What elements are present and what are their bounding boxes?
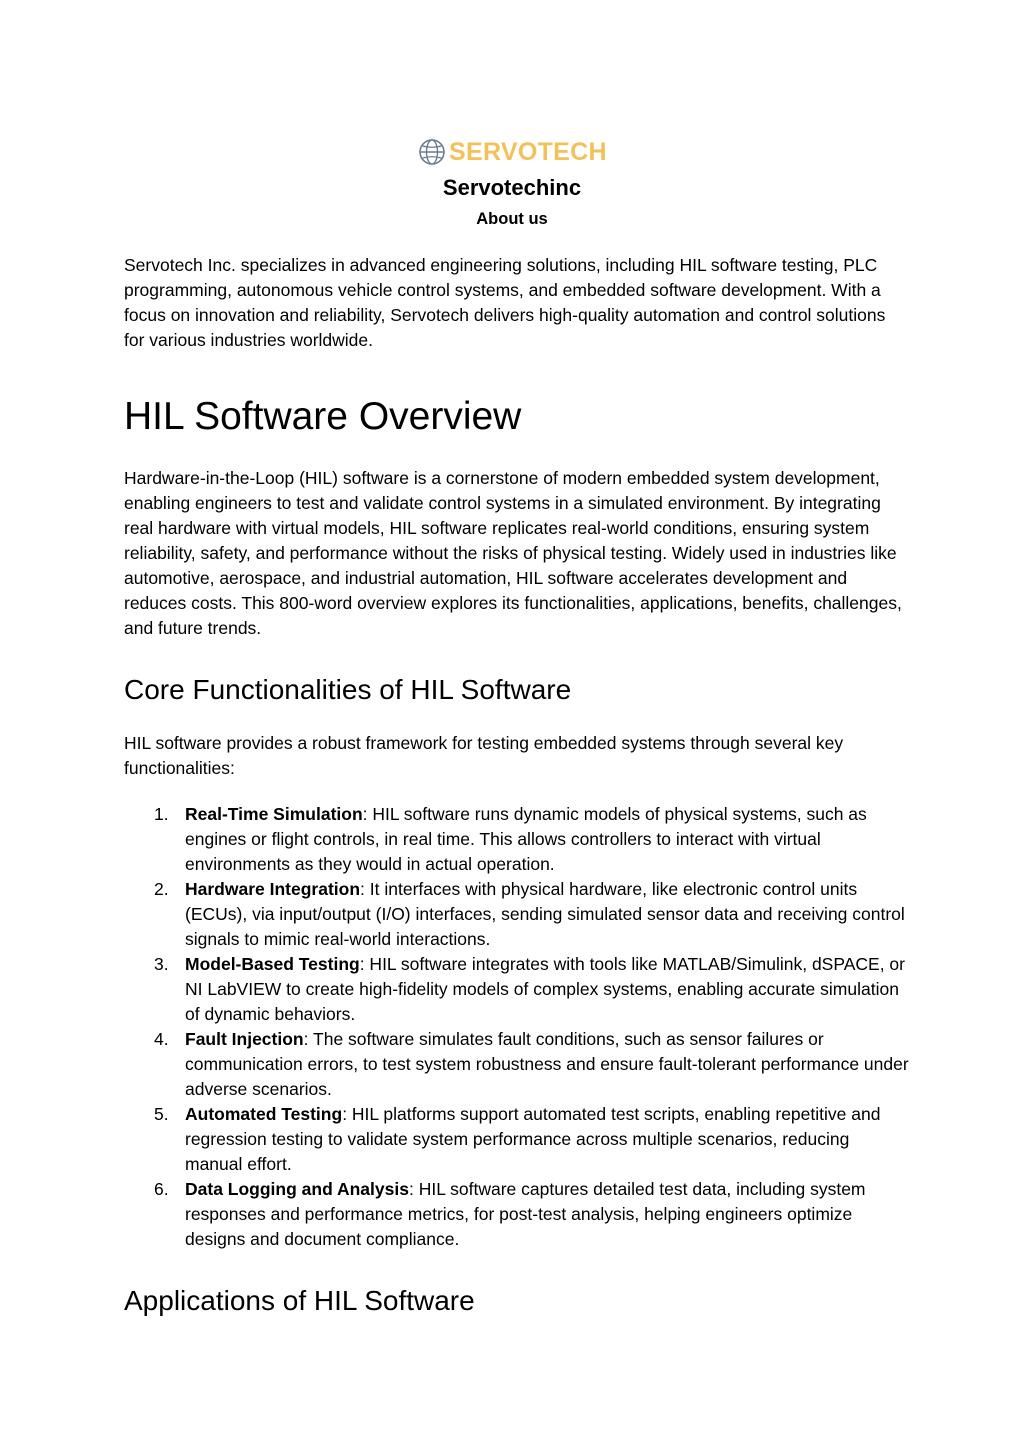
list-item [124,1177,909,1252]
list-item-term: Fault Injection [185,1029,304,1049]
list-item-number: 4. [154,1029,169,1049]
list-item-term: Real-Time Simulation [185,804,363,824]
list-item-text: : HIL software integrates with tools like MATLAB/Simulink, dSPACE, or NI LabVIEW to create high-fidelity models of complex systems, enabling accurate simulation of dynamic behaviors. [185,954,905,1024]
overview-heading: HIL Software Overview [124,395,522,438]
list-item-term: Hardware Integration [185,879,361,899]
list-item [124,802,909,877]
list-item-number: 5. [154,1104,169,1124]
list-item-term: Automated Testing [185,1104,343,1124]
list-item-text: : It interfaces with physical hardware, like electronic control units (ECUs), via input/output (I/O) interfaces, sending simulated sensor data and receiving control signals to mimic real-world interactions. [185,879,905,949]
list-item-number: 1. [154,804,169,824]
list-item-text: : The software simulates fault conditions, such as sensor failures or communication errors, to test system robustness and ensure fault-tolerant performance under adverse scenarios. [185,1029,909,1099]
functionalities-list [124,802,909,1252]
list-item-number: 6. [154,1179,169,1199]
core-functionalities-heading: Core Functionalities of HIL Software [124,674,572,705]
list-item-text: : HIL platforms support automated test scripts, enabling repetitive and regression testing to validate system performance across multiple scenarios, reducing manual effort. [185,1104,881,1174]
core-intro-paragraph: HIL software provides a robust framework for testing embedded systems through several key functionalities: [124,733,844,778]
list-item-text: : HIL software runs dynamic models of physical systems, such as engines or flight controls, in real time. This allows controllers to interact with virtual environments as they would in actual operation. [185,804,867,874]
list-item-number: 3. [154,954,169,974]
page-subtitle: About us [476,210,548,228]
company-logo [418,137,607,167]
intro-paragraph: Servotech Inc. specializes in advanced engineering solutions, including HIL software testing, PLC programming, autonomous vehicle control systems, and embedded software development. With a focus on innovation and reliability, Servotech delivers high-quality automation and control solutions for various industries worldwide. [124,255,886,350]
logo-text: SERVOTECH [449,138,607,166]
list-item [124,1027,909,1102]
applications-heading: Applications of HIL Software [124,1285,475,1316]
overview-paragraph: Hardware-in-the-Loop (HIL) software is a cornerstone of modern embedded system development, enabling engineers to test and validate control systems in a simulated environment. By integrating real hardware with virtual models, HIL software replicates real-world conditions, ensuring system reliability, safety, and performance without the risks of physical testing. Widely used in industries like automotive, aerospace, and industrial automation, HIL software accelerates development and reduces costs. This 800-word overview explores its functionalities, applications, benefits, challenges, and future trends. [124,468,902,638]
list-item [124,877,909,952]
list-item-number: 2. [154,879,169,899]
list-item-term: Data Logging and Analysis [185,1179,409,1199]
company-name: Servotechinc [442,175,582,200]
list-item [124,952,909,1027]
list-item-term: Model-Based Testing [185,954,360,974]
list-item-text: : HIL software captures detailed test data, including system responses and performance metrics, for post-test analysis, helping engineers optimize designs and document compliance. [185,1179,866,1249]
globe-icon [418,138,446,166]
list-item [124,1102,909,1177]
